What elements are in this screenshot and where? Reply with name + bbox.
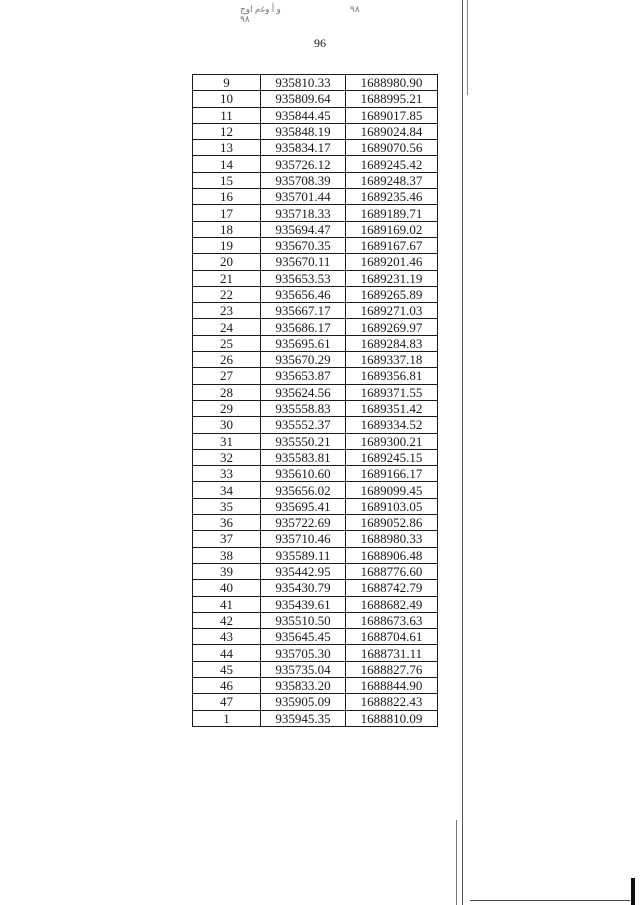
point-number-cell: 31 [193,433,261,449]
y-coordinate-cell: 1688704.61 [346,629,438,645]
y-coordinate-cell: 1689271.03 [346,303,438,319]
point-number-cell: 45 [193,661,261,677]
y-coordinate-cell: 1689201.46 [346,254,438,270]
y-coordinate-cell: 1689248.37 [346,172,438,188]
point-number-cell: 16 [193,189,261,205]
table-row [193,221,438,237]
y-coordinate-cell: 1689371.55 [346,384,438,400]
table-row [193,384,438,400]
binding-edge-line-secondary [467,0,468,95]
x-coordinate-cell: 935430.79 [261,580,346,596]
y-coordinate-cell: 1689017.85 [346,107,438,123]
table-row [193,205,438,221]
y-coordinate-cell: 1688822.43 [346,694,438,710]
x-coordinate-cell: 935848.19 [261,123,346,139]
point-number-cell: 12 [193,123,261,139]
y-coordinate-cell: 1689070.56 [346,140,438,156]
y-coordinate-cell: 1689300.21 [346,433,438,449]
x-coordinate-cell: 935439.61 [261,596,346,612]
x-coordinate-cell: 935670.11 [261,254,346,270]
point-number-cell: 37 [193,531,261,547]
y-coordinate-cell: 1689189.71 [346,205,438,221]
point-number-cell: 15 [193,172,261,188]
x-coordinate-cell: 935722.69 [261,515,346,531]
table-row [193,270,438,286]
y-coordinate-cell: 1689269.97 [346,319,438,335]
scan-header-marks [240,4,360,24]
point-number-cell: 46 [193,677,261,693]
point-number-cell: 41 [193,596,261,612]
binding-edge-line [462,0,463,905]
table-row [193,107,438,123]
y-coordinate-cell: 1689167.67 [346,237,438,253]
y-coordinate-cell: 1689024.84 [346,123,438,139]
x-coordinate-cell: 935589.11 [261,547,346,563]
x-coordinate-cell: 935442.95 [261,563,346,579]
table-row [193,645,438,661]
point-number-cell: 36 [193,515,261,531]
x-coordinate-cell: 935583.81 [261,449,346,465]
table-row [193,140,438,156]
point-number-cell: 13 [193,140,261,156]
table-row [193,694,438,710]
y-coordinate-cell: 1689103.05 [346,498,438,514]
x-coordinate-cell: 935686.17 [261,319,346,335]
x-coordinate-cell: 935718.33 [261,205,346,221]
x-coordinate-cell: 935656.02 [261,482,346,498]
x-coordinate-cell: 935945.35 [261,710,346,726]
coordinates-table-body [193,75,438,727]
y-coordinate-cell: 1689235.46 [346,189,438,205]
x-coordinate-cell: 935695.41 [261,498,346,514]
table-row [193,319,438,335]
x-coordinate-cell: 935905.09 [261,694,346,710]
point-number-cell: 19 [193,237,261,253]
y-coordinate-cell: 1689265.89 [346,286,438,302]
x-coordinate-cell: 935550.21 [261,433,346,449]
table-row [193,596,438,612]
x-coordinate-cell: 935844.45 [261,107,346,123]
scan-bottom-line [470,900,630,901]
scan-mark-3: ٩٨ [350,4,360,14]
y-coordinate-cell: 1688682.49 [346,596,438,612]
table-row [193,433,438,449]
point-number-cell: 10 [193,91,261,107]
table-row [193,400,438,416]
point-number-cell: 20 [193,254,261,270]
x-coordinate-cell: 935810.33 [261,75,346,91]
point-number-cell: 9 [193,75,261,91]
x-coordinate-cell: 935552.37 [261,417,346,433]
point-number-cell: 17 [193,205,261,221]
y-coordinate-cell: 1688844.90 [346,677,438,693]
y-coordinate-cell: 1689099.45 [346,482,438,498]
x-coordinate-cell: 935653.53 [261,270,346,286]
table-row [193,368,438,384]
x-coordinate-cell: 935833.20 [261,677,346,693]
point-number-cell: 24 [193,319,261,335]
table-row [193,237,438,253]
x-coordinate-cell: 935670.35 [261,237,346,253]
table-row [193,303,438,319]
table-row [193,75,438,91]
y-coordinate-cell: 1688980.33 [346,531,438,547]
x-coordinate-cell: 935558.83 [261,400,346,416]
point-number-cell: 47 [193,694,261,710]
point-number-cell: 14 [193,156,261,172]
y-coordinate-cell: 1688776.60 [346,563,438,579]
point-number-cell: 35 [193,498,261,514]
point-number-cell: 33 [193,466,261,482]
x-coordinate-cell: 935708.39 [261,172,346,188]
binding-edge-line-lower [456,820,457,905]
x-coordinate-cell: 935695.61 [261,335,346,351]
x-coordinate-cell: 935610.60 [261,466,346,482]
y-coordinate-cell: 1689245.15 [346,449,438,465]
table-row [193,417,438,433]
table-row [193,156,438,172]
x-coordinate-cell: 935701.44 [261,189,346,205]
point-number-cell: 23 [193,303,261,319]
point-number-cell: 43 [193,629,261,645]
y-coordinate-cell: 1689231.19 [346,270,438,286]
y-coordinate-cell: 1688906.48 [346,547,438,563]
point-number-cell: 27 [193,368,261,384]
scan-mark-2: ٩٨ [240,14,250,24]
point-number-cell: 34 [193,482,261,498]
point-number-cell: 42 [193,612,261,628]
table-row [193,352,438,368]
table-row [193,661,438,677]
y-coordinate-cell: 1689169.02 [346,221,438,237]
y-coordinate-cell: 1688731.11 [346,645,438,661]
y-coordinate-cell: 1688995.21 [346,91,438,107]
point-number-cell: 21 [193,270,261,286]
y-coordinate-cell: 1689052.86 [346,515,438,531]
table-row [193,710,438,726]
x-coordinate-cell: 935510.50 [261,612,346,628]
y-coordinate-cell: 1688742.79 [346,580,438,596]
scan-mark-1: ﻭ ﺃ ﻭﻏﻡ ﺍﻭﺝ [240,4,281,14]
table-row [193,629,438,645]
table-row [193,677,438,693]
x-coordinate-cell: 935735.04 [261,661,346,677]
table-row [193,123,438,139]
table-row [193,286,438,302]
table-row [193,172,438,188]
point-number-cell: 39 [193,563,261,579]
x-coordinate-cell: 935645.45 [261,629,346,645]
x-coordinate-cell: 935670.29 [261,352,346,368]
x-coordinate-cell: 935624.56 [261,384,346,400]
x-coordinate-cell: 935809.64 [261,91,346,107]
point-number-cell: 1 [193,710,261,726]
y-coordinate-cell: 1689351.42 [346,400,438,416]
table-row [193,254,438,270]
table-row [193,335,438,351]
point-number-cell: 11 [193,107,261,123]
table-row [193,547,438,563]
table-row [193,563,438,579]
page-number: 96 [314,36,326,50]
y-coordinate-cell: 1689356.81 [346,368,438,384]
table-row [193,531,438,547]
point-number-cell: 26 [193,352,261,368]
table-row [193,498,438,514]
y-coordinate-cell: 1688673.63 [346,612,438,628]
point-number-cell: 38 [193,547,261,563]
x-coordinate-cell: 935710.46 [261,531,346,547]
table-row [193,515,438,531]
point-number-cell: 30 [193,417,261,433]
point-number-cell: 18 [193,221,261,237]
y-coordinate-cell: 1689166.17 [346,466,438,482]
x-coordinate-cell: 935694.47 [261,221,346,237]
table-row [193,482,438,498]
table-row [193,189,438,205]
point-number-cell: 22 [193,286,261,302]
table-row [193,91,438,107]
x-coordinate-cell: 935726.12 [261,156,346,172]
x-coordinate-cell: 935656.46 [261,286,346,302]
point-number-cell: 29 [193,400,261,416]
coordinates-table [192,74,438,727]
table-row [193,449,438,465]
point-number-cell: 28 [193,384,261,400]
x-coordinate-cell: 935667.17 [261,303,346,319]
x-coordinate-cell: 935834.17 [261,140,346,156]
table-row [193,466,438,482]
table-row [193,580,438,596]
point-number-cell: 40 [193,580,261,596]
scan-corner-mark [631,878,635,905]
point-number-cell: 25 [193,335,261,351]
y-coordinate-cell: 1689334.52 [346,417,438,433]
x-coordinate-cell: 935705.30 [261,645,346,661]
x-coordinate-cell: 935653.87 [261,368,346,384]
y-coordinate-cell: 1689245.42 [346,156,438,172]
y-coordinate-cell: 1688827.76 [346,661,438,677]
y-coordinate-cell: 1689284.83 [346,335,438,351]
y-coordinate-cell: 1688980.90 [346,75,438,91]
y-coordinate-cell: 1689337.18 [346,352,438,368]
point-number-cell: 44 [193,645,261,661]
y-coordinate-cell: 1688810.09 [346,710,438,726]
table-row [193,612,438,628]
point-number-cell: 32 [193,449,261,465]
